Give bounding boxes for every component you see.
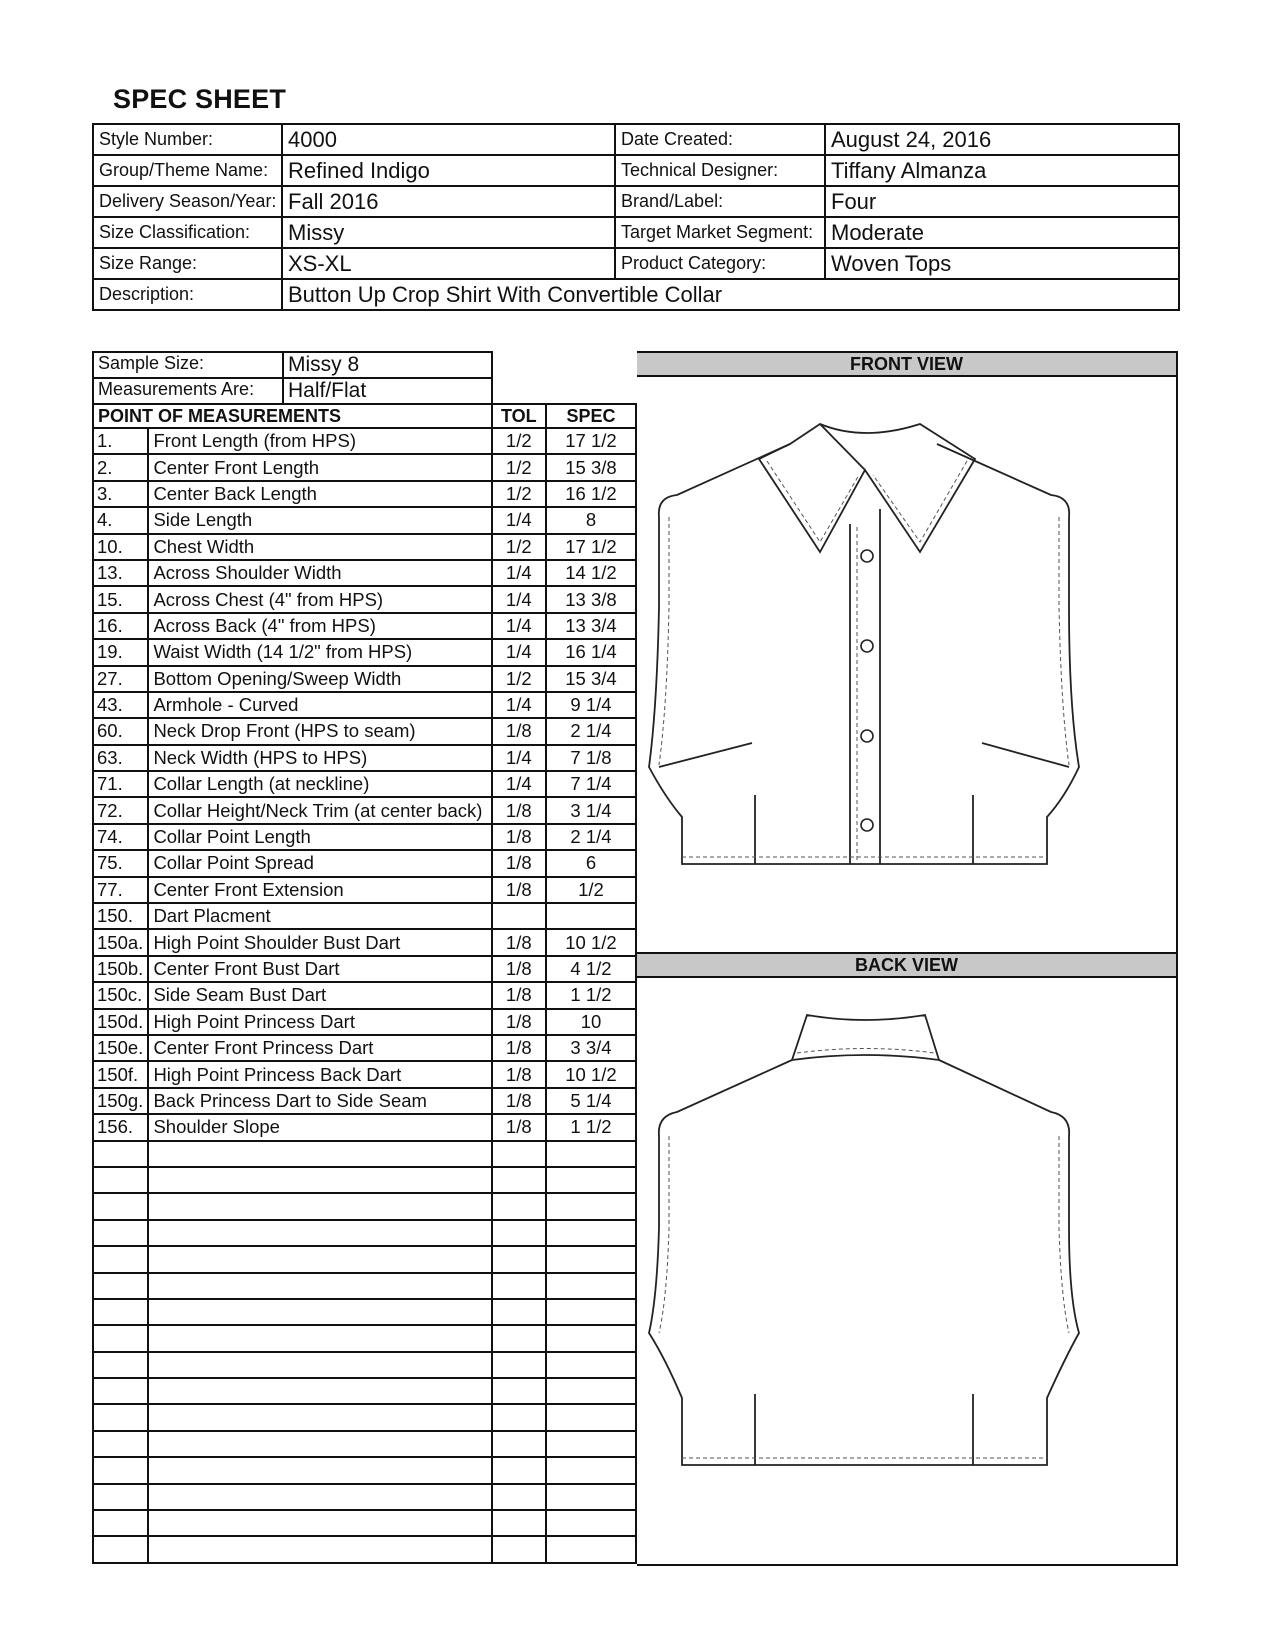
empty-cell bbox=[148, 1457, 491, 1483]
empty-cell bbox=[546, 1246, 636, 1272]
info-label: Style Number: bbox=[93, 124, 282, 155]
info-value: Fall 2016 bbox=[282, 186, 615, 217]
views-panel bbox=[637, 351, 1178, 1566]
pom-spec: 15 3/8 bbox=[546, 454, 636, 480]
pom-description: Collar Length (at neckline) bbox=[148, 771, 491, 797]
pom-number: 150c. bbox=[93, 982, 148, 1008]
measurements-are-row bbox=[93, 378, 636, 404]
pom-number: 150a. bbox=[93, 929, 148, 955]
table-row bbox=[93, 560, 636, 586]
pom-number: 2. bbox=[93, 454, 148, 480]
empty-row bbox=[93, 1246, 636, 1272]
empty-cell bbox=[492, 1457, 546, 1483]
info-label: Size Classification: bbox=[93, 217, 282, 248]
pom-number: 156. bbox=[93, 1114, 148, 1140]
pom-number: 3. bbox=[93, 481, 148, 507]
empty-row bbox=[93, 1536, 636, 1562]
pom-number: 150b. bbox=[93, 956, 148, 982]
info-label: Delivery Season/Year: bbox=[93, 186, 282, 217]
empty-cell bbox=[93, 1536, 148, 1562]
pom-spec: 14 1/2 bbox=[546, 560, 636, 586]
pom-number: 1. bbox=[93, 428, 148, 454]
table-row bbox=[93, 428, 636, 454]
empty-cell bbox=[492, 1510, 546, 1536]
empty-cell bbox=[492, 1246, 546, 1272]
pom-description: Waist Width (14 1/2" from HPS) bbox=[148, 639, 491, 665]
table-row bbox=[93, 929, 636, 955]
empty-cell bbox=[148, 1246, 491, 1272]
empty-cell bbox=[148, 1273, 491, 1299]
empty-cell bbox=[93, 1325, 148, 1351]
pom-tolerance: 1/4 bbox=[492, 586, 546, 612]
info-value: Refined Indigo bbox=[282, 155, 615, 186]
pom-description: High Point Shoulder Bust Dart bbox=[148, 929, 491, 955]
table-row bbox=[93, 586, 636, 612]
empty-row bbox=[93, 1141, 636, 1167]
measurements-are-value: Half/Flat bbox=[288, 379, 367, 402]
empty-cell bbox=[546, 1378, 636, 1404]
back-view-header: BACK VIEW bbox=[637, 952, 1176, 978]
pom-description: Front Length (from HPS) bbox=[148, 428, 491, 454]
info-row bbox=[93, 155, 1179, 186]
empty-cell bbox=[93, 1404, 148, 1430]
pom-description: Side Length bbox=[148, 507, 491, 533]
pom-description: Across Chest (4" from HPS) bbox=[148, 586, 491, 612]
sample-size-label: Sample Size: bbox=[94, 353, 284, 377]
pom-spec: 8 bbox=[546, 507, 636, 533]
empty-cell bbox=[546, 1484, 636, 1510]
spec-header: SPEC bbox=[546, 404, 636, 428]
pom-spec: 10 bbox=[546, 1009, 636, 1035]
empty-cell bbox=[492, 1167, 546, 1193]
pom-spec: 16 1/2 bbox=[546, 481, 636, 507]
table-row bbox=[93, 982, 636, 1008]
pom-spec: 13 3/8 bbox=[546, 586, 636, 612]
pom-tolerance: 1/2 bbox=[492, 666, 546, 692]
info-value: Four bbox=[825, 186, 1179, 217]
pom-description: Center Front Length bbox=[148, 454, 491, 480]
pom-tolerance: 1/2 bbox=[492, 454, 546, 480]
pom-tolerance: 1/4 bbox=[492, 692, 546, 718]
info-value: Moderate bbox=[825, 217, 1179, 248]
pom-number: 74. bbox=[93, 824, 148, 850]
empty-row bbox=[93, 1510, 636, 1536]
measurements-are-label: Measurements Are: bbox=[94, 379, 284, 403]
empty-cell bbox=[93, 1431, 148, 1457]
table-row bbox=[93, 850, 636, 876]
table-row bbox=[93, 771, 636, 797]
empty-cell bbox=[93, 1378, 148, 1404]
description-row bbox=[93, 279, 1179, 310]
empty-cell bbox=[93, 1220, 148, 1246]
pom-description: Neck Drop Front (HPS to seam) bbox=[148, 718, 491, 744]
info-row bbox=[93, 217, 1179, 248]
table-row bbox=[93, 718, 636, 744]
empty-cell bbox=[492, 1273, 546, 1299]
pom-number: 10. bbox=[93, 534, 148, 560]
table-row bbox=[93, 692, 636, 718]
pom-tolerance bbox=[492, 903, 546, 929]
empty-cell bbox=[492, 1325, 546, 1351]
pom-tolerance: 1/8 bbox=[492, 1035, 546, 1061]
pom-number: 150f. bbox=[93, 1061, 148, 1087]
pom-tolerance: 1/4 bbox=[492, 613, 546, 639]
pom-spec bbox=[546, 903, 636, 929]
info-value: Woven Tops bbox=[825, 248, 1179, 279]
table-row bbox=[93, 666, 636, 692]
pom-number: 150g. bbox=[93, 1088, 148, 1114]
empty-cell bbox=[148, 1325, 491, 1351]
info-label: Group/Theme Name: bbox=[93, 155, 282, 186]
pom-header: POINT OF MEASUREMENTS bbox=[93, 404, 492, 428]
pom-description: Neck Width (HPS to HPS) bbox=[148, 745, 491, 771]
empty-cell bbox=[93, 1484, 148, 1510]
pom-description: Shoulder Slope bbox=[148, 1114, 491, 1140]
pom-description: High Point Princess Back Dart bbox=[148, 1061, 491, 1087]
pom-number: 60. bbox=[93, 718, 148, 744]
empty-cell bbox=[93, 1299, 148, 1325]
pom-spec: 1 1/2 bbox=[546, 982, 636, 1008]
pom-spec: 10 1/2 bbox=[546, 1061, 636, 1087]
table-row bbox=[93, 797, 636, 823]
style-info-table bbox=[92, 123, 1180, 311]
table-row bbox=[93, 1035, 636, 1061]
empty-cell bbox=[148, 1220, 491, 1246]
description-label: Description: bbox=[93, 279, 282, 310]
empty-row bbox=[93, 1352, 636, 1378]
info-row bbox=[93, 124, 1179, 155]
empty-row bbox=[93, 1273, 636, 1299]
empty-row bbox=[93, 1220, 636, 1246]
empty-cell bbox=[148, 1193, 491, 1219]
pom-description: Collar Height/Neck Trim (at center back) bbox=[148, 797, 491, 823]
description-value: Button Up Crop Shirt With Convertible Collar bbox=[282, 279, 1179, 310]
empty-row bbox=[93, 1431, 636, 1457]
pom-spec: 1 1/2 bbox=[546, 1114, 636, 1140]
table-row bbox=[93, 639, 636, 665]
pom-spec: 2 1/4 bbox=[546, 824, 636, 850]
empty-cell bbox=[93, 1246, 148, 1272]
empty-cell bbox=[148, 1141, 491, 1167]
sample-size-value: Missy 8 bbox=[288, 353, 360, 376]
empty-cell bbox=[492, 1352, 546, 1378]
empty-row bbox=[93, 1404, 636, 1430]
pom-tolerance: 1/4 bbox=[492, 771, 546, 797]
empty-cell bbox=[546, 1193, 636, 1219]
pom-spec: 16 1/4 bbox=[546, 639, 636, 665]
table-row bbox=[93, 903, 636, 929]
table-row bbox=[93, 1061, 636, 1087]
info-label: Product Category: bbox=[615, 248, 825, 279]
pom-tolerance: 1/8 bbox=[492, 877, 546, 903]
empty-cell bbox=[148, 1299, 491, 1325]
tol-header: TOL bbox=[492, 404, 546, 428]
table-row bbox=[93, 1009, 636, 1035]
pom-tolerance: 1/8 bbox=[492, 1061, 546, 1087]
pom-description: Dart Placment bbox=[148, 903, 491, 929]
info-row bbox=[93, 186, 1179, 217]
front-view-header: FRONT VIEW bbox=[637, 353, 1176, 377]
table-row bbox=[93, 613, 636, 639]
table-row bbox=[93, 956, 636, 982]
empty-cell bbox=[148, 1536, 491, 1562]
empty-cell bbox=[492, 1141, 546, 1167]
pom-tolerance: 1/8 bbox=[492, 1088, 546, 1114]
pom-description: Center Front Bust Dart bbox=[148, 956, 491, 982]
info-label: Target Market Segment: bbox=[615, 217, 825, 248]
pom-tolerance: 1/8 bbox=[492, 1114, 546, 1140]
empty-cell bbox=[148, 1510, 491, 1536]
table-row bbox=[93, 534, 636, 560]
table-row bbox=[93, 454, 636, 480]
pom-description: High Point Princess Dart bbox=[148, 1009, 491, 1035]
pom-number: 16. bbox=[93, 613, 148, 639]
pom-tolerance: 1/8 bbox=[492, 797, 546, 823]
empty-row bbox=[93, 1167, 636, 1193]
pom-tolerance: 1/2 bbox=[492, 428, 546, 454]
empty-cell bbox=[546, 1167, 636, 1193]
pom-spec: 9 1/4 bbox=[546, 692, 636, 718]
empty-cell bbox=[546, 1220, 636, 1246]
table-row bbox=[93, 877, 636, 903]
pom-number: 72. bbox=[93, 797, 148, 823]
pom-tolerance: 1/8 bbox=[492, 956, 546, 982]
pom-tolerance: 1/2 bbox=[492, 534, 546, 560]
empty-cell bbox=[492, 1536, 546, 1562]
pom-tolerance: 1/8 bbox=[492, 824, 546, 850]
column-header-row bbox=[93, 404, 636, 428]
empty-cell bbox=[546, 1431, 636, 1457]
pom-description: Side Seam Bust Dart bbox=[148, 982, 491, 1008]
table-row bbox=[93, 507, 636, 533]
pom-description: Back Princess Dart to Side Seam bbox=[148, 1088, 491, 1114]
pom-tolerance: 1/8 bbox=[492, 929, 546, 955]
empty-cell bbox=[93, 1352, 148, 1378]
pom-number: 150e. bbox=[93, 1035, 148, 1061]
pom-tolerance: 1/4 bbox=[492, 639, 546, 665]
pom-number: 13. bbox=[93, 560, 148, 586]
pom-tolerance: 1/8 bbox=[492, 1009, 546, 1035]
empty-row bbox=[93, 1325, 636, 1351]
pom-description: Bottom Opening/Sweep Width bbox=[148, 666, 491, 692]
empty-cell bbox=[546, 1273, 636, 1299]
pom-description: Across Back (4" from HPS) bbox=[148, 613, 491, 639]
pom-spec: 3 1/4 bbox=[546, 797, 636, 823]
button-icons bbox=[861, 550, 873, 831]
empty-cell bbox=[148, 1431, 491, 1457]
pom-number: 43. bbox=[93, 692, 148, 718]
pom-description: Center Front Extension bbox=[148, 877, 491, 903]
pom-number: 27. bbox=[93, 666, 148, 692]
table-row bbox=[93, 1114, 636, 1140]
info-value: Missy bbox=[282, 217, 615, 248]
pom-description: Armhole - Curved bbox=[148, 692, 491, 718]
pom-tolerance: 1/4 bbox=[492, 745, 546, 771]
empty-cell bbox=[546, 1141, 636, 1167]
pom-number: 63. bbox=[93, 745, 148, 771]
empty-cell bbox=[492, 1431, 546, 1457]
pom-spec: 7 1/8 bbox=[546, 745, 636, 771]
page-title: SPEC SHEET bbox=[113, 84, 287, 114]
back-view-sketch bbox=[637, 978, 1176, 1566]
pom-number: 71. bbox=[93, 771, 148, 797]
empty-cell bbox=[546, 1352, 636, 1378]
empty-cell bbox=[492, 1378, 546, 1404]
info-label: Size Range: bbox=[93, 248, 282, 279]
pom-spec: 1/2 bbox=[546, 877, 636, 903]
empty-cell bbox=[492, 1193, 546, 1219]
table-row bbox=[93, 745, 636, 771]
pom-spec: 17 1/2 bbox=[546, 534, 636, 560]
empty-cell bbox=[148, 1167, 491, 1193]
pom-number: 4. bbox=[93, 507, 148, 533]
pom-number: 150. bbox=[93, 903, 148, 929]
pom-description: Collar Point Length bbox=[148, 824, 491, 850]
pom-description: Center Back Length bbox=[148, 481, 491, 507]
info-value: Tiffany Almanza bbox=[825, 155, 1179, 186]
pom-description: Chest Width bbox=[148, 534, 491, 560]
pom-number: 15. bbox=[93, 586, 148, 612]
sample-size-row bbox=[93, 352, 636, 378]
pom-spec: 13 3/4 bbox=[546, 613, 636, 639]
empty-cell bbox=[93, 1273, 148, 1299]
empty-row bbox=[93, 1299, 636, 1325]
table-row bbox=[93, 824, 636, 850]
info-label: Date Created: bbox=[615, 124, 825, 155]
pom-number: 150d. bbox=[93, 1009, 148, 1035]
pom-spec: 7 1/4 bbox=[546, 771, 636, 797]
pom-tolerance: 1/2 bbox=[492, 481, 546, 507]
table-row bbox=[93, 1088, 636, 1114]
info-value: August 24, 2016 bbox=[825, 124, 1179, 155]
pom-tolerance: 1/8 bbox=[492, 718, 546, 744]
info-row bbox=[93, 248, 1179, 279]
pom-tolerance: 1/8 bbox=[492, 850, 546, 876]
empty-cell bbox=[148, 1404, 491, 1430]
pom-spec: 17 1/2 bbox=[546, 428, 636, 454]
empty-cell bbox=[492, 1484, 546, 1510]
info-label: Brand/Label: bbox=[615, 186, 825, 217]
info-label: Technical Designer: bbox=[615, 155, 825, 186]
pom-description: Collar Point Spread bbox=[148, 850, 491, 876]
pom-number: 77. bbox=[93, 877, 148, 903]
pom-spec: 2 1/4 bbox=[546, 718, 636, 744]
front-view-sketch bbox=[637, 377, 1176, 952]
pom-tolerance: 1/8 bbox=[492, 982, 546, 1008]
empty-cell bbox=[93, 1510, 148, 1536]
empty-row bbox=[93, 1457, 636, 1483]
pom-spec: 15 3/4 bbox=[546, 666, 636, 692]
empty-cell bbox=[546, 1457, 636, 1483]
empty-cell bbox=[492, 1404, 546, 1430]
empty-cell bbox=[148, 1484, 491, 1510]
pom-spec: 6 bbox=[546, 850, 636, 876]
empty-cell bbox=[546, 1536, 636, 1562]
empty-cell bbox=[93, 1193, 148, 1219]
table-row bbox=[93, 481, 636, 507]
empty-cell bbox=[546, 1299, 636, 1325]
info-value: XS-XL bbox=[282, 248, 615, 279]
pom-spec: 5 1/4 bbox=[546, 1088, 636, 1114]
pom-spec: 10 1/2 bbox=[546, 929, 636, 955]
pom-tolerance: 1/4 bbox=[492, 560, 546, 586]
pom-spec: 3 3/4 bbox=[546, 1035, 636, 1061]
empty-cell bbox=[93, 1457, 148, 1483]
empty-cell bbox=[546, 1510, 636, 1536]
pom-spec: 4 1/2 bbox=[546, 956, 636, 982]
measurement-table bbox=[92, 351, 637, 1564]
empty-cell bbox=[546, 1404, 636, 1430]
empty-cell bbox=[148, 1352, 491, 1378]
empty-cell bbox=[148, 1378, 491, 1404]
pom-number: 19. bbox=[93, 639, 148, 665]
empty-row bbox=[93, 1378, 636, 1404]
pom-description: Across Shoulder Width bbox=[148, 560, 491, 586]
empty-cell bbox=[492, 1220, 546, 1246]
empty-cell bbox=[546, 1325, 636, 1351]
pom-tolerance: 1/4 bbox=[492, 507, 546, 533]
empty-cell bbox=[93, 1167, 148, 1193]
empty-row bbox=[93, 1484, 636, 1510]
info-value: 4000 bbox=[282, 124, 615, 155]
empty-cell bbox=[492, 1299, 546, 1325]
pom-description: Center Front Princess Dart bbox=[148, 1035, 491, 1061]
empty-row bbox=[93, 1193, 636, 1219]
pom-number: 75. bbox=[93, 850, 148, 876]
empty-cell bbox=[93, 1141, 148, 1167]
